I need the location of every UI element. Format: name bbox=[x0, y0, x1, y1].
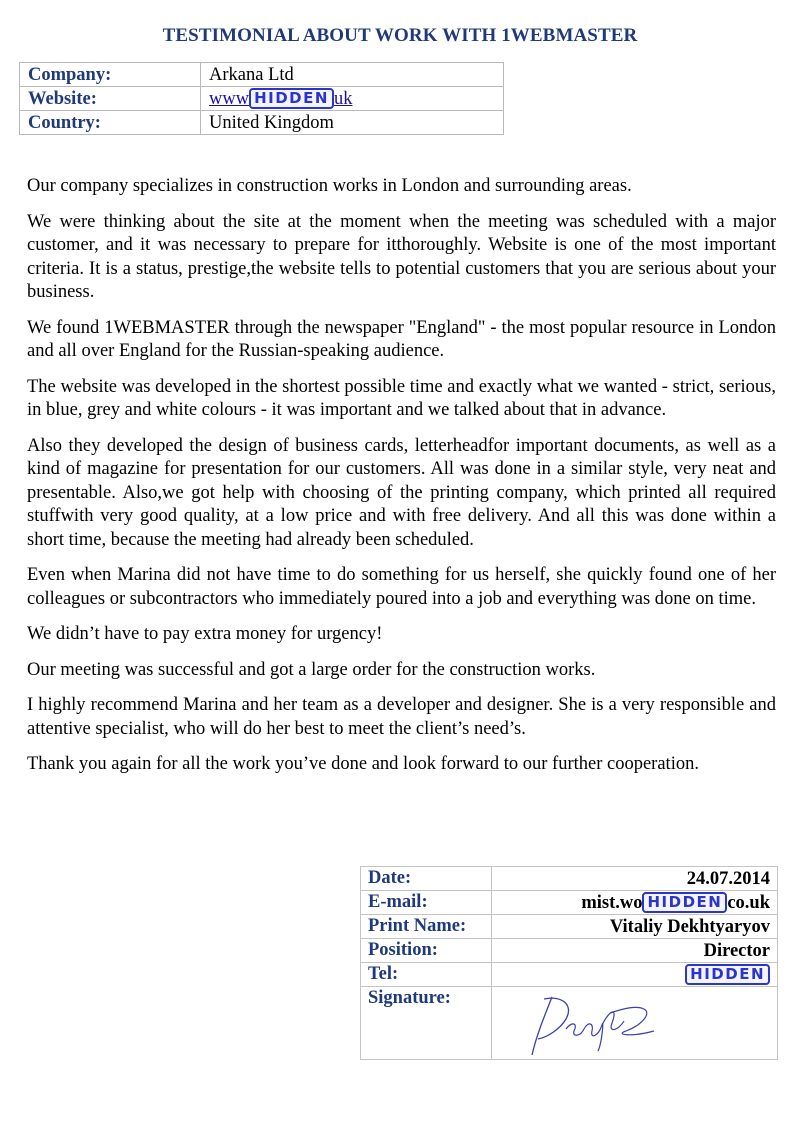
testimonial-body bbox=[27, 175, 776, 789]
email-value bbox=[492, 891, 778, 915]
name-row bbox=[361, 915, 778, 939]
position-value: Director bbox=[492, 939, 778, 963]
country-row bbox=[20, 111, 504, 135]
email-label: E-mail: bbox=[361, 891, 492, 915]
website-value bbox=[201, 87, 504, 111]
website-suffix: uk bbox=[333, 88, 353, 109]
country-label: Country: bbox=[20, 111, 201, 135]
handwritten-signature bbox=[514, 987, 664, 1059]
paragraph-7: We didn’t have to pay extra money for urgency! bbox=[27, 624, 383, 644]
signature-row bbox=[361, 987, 778, 1060]
company-value: Arkana Ltd bbox=[201, 63, 504, 87]
paragraph-3: We found 1WEBMASTER through the newspaper "England" - the most popular resource in London and all over England for the Russian-speaking audience. bbox=[27, 317, 776, 361]
website-prefix: www bbox=[209, 88, 250, 109]
tel-row bbox=[361, 963, 778, 987]
website-row bbox=[20, 87, 504, 111]
country-value: United Kingdom bbox=[201, 111, 504, 135]
position-label: Position: bbox=[361, 939, 492, 963]
company-row bbox=[20, 63, 504, 87]
paragraph-4: The website was developed in the shortest possible time and exactly what we wanted - strict, serious, in blue, grey and white colours - it was important and we talked about that in advance. bbox=[27, 376, 776, 420]
company-label: Company: bbox=[20, 63, 201, 87]
website-link[interactable] bbox=[209, 89, 352, 109]
document-title: TESTIMONIAL ABOUT WORK WITH 1WEBMASTER bbox=[162, 25, 638, 46]
paragraph-6: Even when Marina did not have time to do something for us herself, she quickly found one of her colleagues or subcontractors who immediately poured into a job and everything was done on time. bbox=[27, 565, 776, 609]
date-label: Date: bbox=[361, 867, 492, 891]
email-suffix: co.uk bbox=[727, 892, 770, 913]
signature-label: Signature: bbox=[361, 987, 492, 1060]
tel-label: Tel: bbox=[361, 963, 492, 987]
paragraph-9: I highly recommend Marina and her team as a developer and designer. She is a very responsible and attentive specialist, who will do her best to meet the client’s need’s. bbox=[27, 695, 776, 739]
position-row bbox=[361, 939, 778, 963]
tel-value bbox=[492, 963, 778, 987]
email-prefix: mist.wo bbox=[581, 892, 643, 913]
paragraph-8: Our meeting was successful and got a large order for the construction works. bbox=[27, 659, 596, 680]
company-info-table bbox=[19, 62, 504, 135]
signature-cell bbox=[492, 987, 778, 1060]
signature-table bbox=[360, 866, 778, 1060]
paragraph-2: We were thinking about the site at the moment when the meeting was scheduled with a major customer, and it was necessary to prepare for itthoroughly. Website is one of the most important criteria. It is a status, prestige,the website tells to potential customers that you are serious about your business. bbox=[27, 211, 776, 302]
date-row bbox=[361, 867, 778, 891]
print-name-value: Vitaliy Dekhtyaryov bbox=[492, 915, 778, 939]
print-name-label: Print Name: bbox=[361, 915, 492, 939]
email-row bbox=[361, 891, 778, 915]
hidden-stamp-tel: HIDDEN bbox=[685, 964, 770, 985]
hidden-stamp-email: HIDDEN bbox=[642, 892, 727, 913]
hidden-stamp-website: HIDDEN bbox=[249, 88, 334, 109]
website-label: Website: bbox=[20, 87, 201, 111]
paragraph-10: Thank you again for all the work you’ve done and look forward to our further cooperation. bbox=[27, 754, 699, 774]
paragraph-5: Also they developed the design of business cards, letterheadfor important documents, as well as a kind of magazine for presentation for our customers. All was done in a similar style, very neat and presentable. Also,we got help with choosing of the printing company, which printed all required stuffwith very good quality, at a low price and with free delivery. And all this was done within a short time, because the meeting had already been scheduled. bbox=[27, 435, 776, 550]
paragraph-1: Our company specializes in construction works in London and surrounding areas. bbox=[27, 176, 632, 196]
date-value: 24.07.2014 bbox=[492, 867, 778, 891]
